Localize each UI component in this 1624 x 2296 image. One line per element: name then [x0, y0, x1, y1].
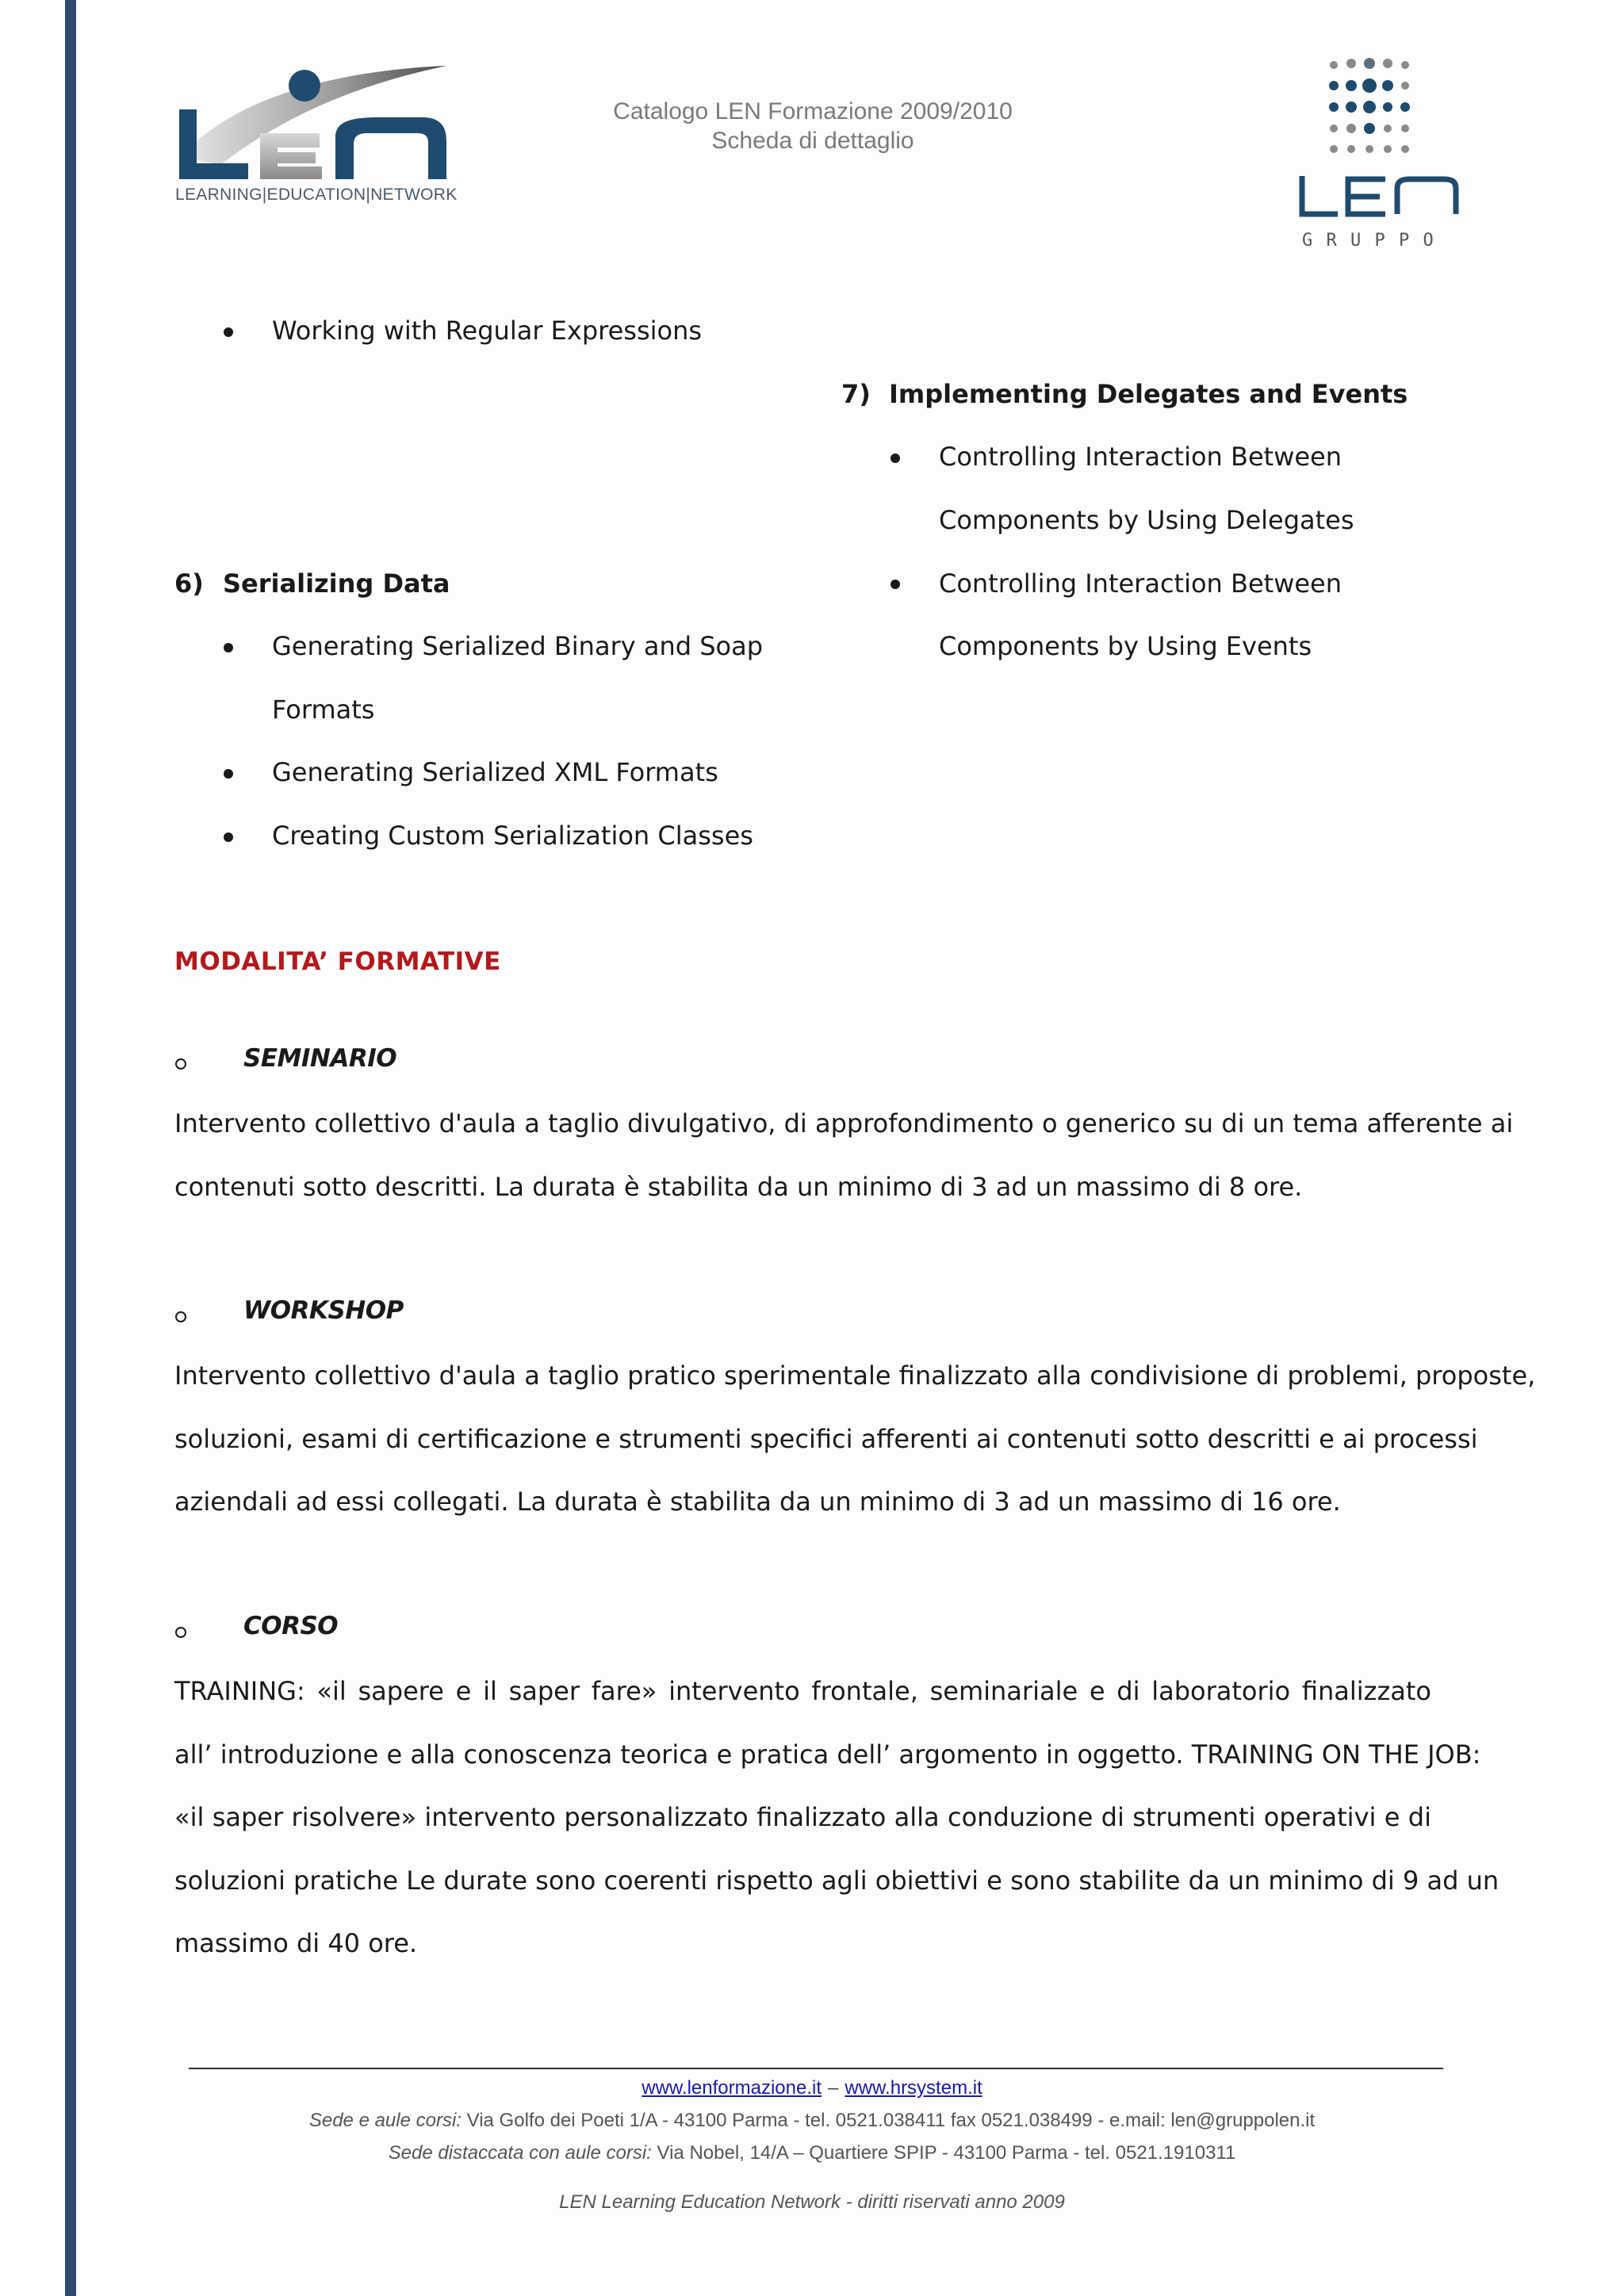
lenformazione-link[interactable]: www.lenformazione.it	[642, 2077, 822, 2099]
footer-address-branch-label: Sede distaccata con aule corsi:	[388, 2142, 652, 2164]
circle-bullet-icon	[175, 1627, 186, 1638]
gruppo-text: G R U P P O	[1302, 231, 1435, 251]
section6-item-3: Creating Custom Serialization Classes	[272, 821, 753, 851]
workshop-line: Intervento collettivo d'aula a taglio pratico sperimentale finalizzato alla condivisione di problemi, proposte,	[174, 1360, 1536, 1391]
seminario-line: Intervento collettivo d'aula a taglio divulgativo, di approfondimento o generico su di un tema afferente ai	[174, 1108, 1514, 1138]
bullet-icon	[224, 832, 233, 842]
workshop-line: soluzioni, esami di certificazione e strumenti specifici afferenti ai contenuti sotto descritti e ai processi	[174, 1423, 1478, 1454]
section7-item-2-line2: Components by Using Events	[939, 631, 1312, 661]
len-gruppo-logo	[1294, 55, 1469, 254]
logo-subtitle: LEARNING|EDUCATION|NETWORK	[175, 186, 458, 204]
seminario-label: SEMINARIO	[243, 1044, 397, 1073]
corso-line: TRAINING: «il sapere e il saper fare» intervento frontale, seminariale e di laboratorio finalizzato	[174, 1676, 1431, 1706]
bullet-icon	[224, 327, 233, 337]
workshop-line: aziendali ad essi collegati. La durata è stabilita da un minimo di 3 ad un massimo di 16 ore.	[174, 1487, 1341, 1517]
section7-item-2-line1: Controlling Interaction Between	[939, 568, 1342, 599]
footer-address-branch	[0, 2142, 1624, 2164]
bullet-icon	[891, 580, 900, 589]
corso-line: all’ introduzione e alla conoscenza teorica e pratica dell’ argomento in oggetto. TRAINING ON THE JOB:	[174, 1739, 1481, 1770]
seminario-line: contenuti sotto descritti. La durata è stabilita da un minimo di 3 ad un massimo di 8 ore.	[174, 1171, 1303, 1202]
bullet-icon	[224, 643, 233, 652]
catalog-title: Catalogo LEN Formazione 2009/2010	[613, 98, 1013, 124]
section6-title: Serializing Data	[223, 568, 450, 599]
corso-line: massimo di 40 ore.	[174, 1928, 418, 1958]
catalog-subtitle: Scheda di dettaglio	[711, 128, 914, 154]
section6-number: 6)	[174, 568, 204, 599]
circle-bullet-icon	[175, 1311, 186, 1322]
circle-bullet-icon	[175, 1058, 186, 1070]
left-margin-bar	[65, 0, 76, 2296]
footer-divider	[189, 2068, 1443, 2069]
corso-label: CORSO	[243, 1612, 339, 1640]
hrsystem-link[interactable]: www.hrsystem.it	[845, 2077, 982, 2099]
corso-line: «il saper risolvere» intervento personalizzato finalizzato alla conduzione di strumenti operativi e di	[174, 1802, 1431, 1832]
section6-item-1-line1: Generating Serialized Binary and Soap	[272, 631, 764, 661]
footer-links	[0, 2077, 1624, 2099]
footer-address-main	[0, 2110, 1624, 2132]
section6-item-2: Generating Serialized XML Formats	[272, 757, 718, 787]
document-header	[523, 97, 1102, 155]
link-separator: –	[828, 2077, 839, 2099]
section7-title: Implementing Delegates and Events	[889, 379, 1408, 409]
bullet-icon	[891, 453, 900, 463]
workshop-description	[174, 1345, 1536, 1534]
topic-regular-expressions: Working with Regular Expressions	[272, 316, 703, 346]
seminario-description	[174, 1093, 1514, 1219]
bullet-icon	[224, 769, 233, 779]
section7-item-1-line2: Components by Using Delegates	[939, 505, 1354, 535]
section7-item-1-line1: Controlling Interaction Between	[939, 442, 1342, 472]
corso-description	[174, 1660, 1500, 1976]
workshop-label: WORKSHOP	[243, 1296, 404, 1325]
section6-item-1-line2: Formats	[272, 695, 375, 725]
corso-line: soluzioni pratiche Le durate sono coerenti rispetto agli obiettivi e sono stabilite da un minimo di 9 ad un	[174, 1865, 1500, 1896]
footer-copyright: LEN Learning Education Network - diritti riservati anno 2009	[559, 2191, 1065, 2213]
footer-address-main-label: Sede e aule corsi:	[308, 2110, 462, 2131]
footer-address-branch-text: Via Nobel, 14/A – Quartiere SPIP - 43100 Parma - tel. 0521.1910311	[651, 2142, 1236, 2164]
modalita-formative-heading: MODALITA’ FORMATIVE	[174, 947, 501, 976]
footer-address-main-text: Via Golfo dei Poeti 1/A - 43100 Parma - tel. 0521.038411 fax 0521.038499 - e.mail: len@gruppolen.it	[461, 2110, 1316, 2131]
section7-number: 7)	[841, 379, 871, 409]
